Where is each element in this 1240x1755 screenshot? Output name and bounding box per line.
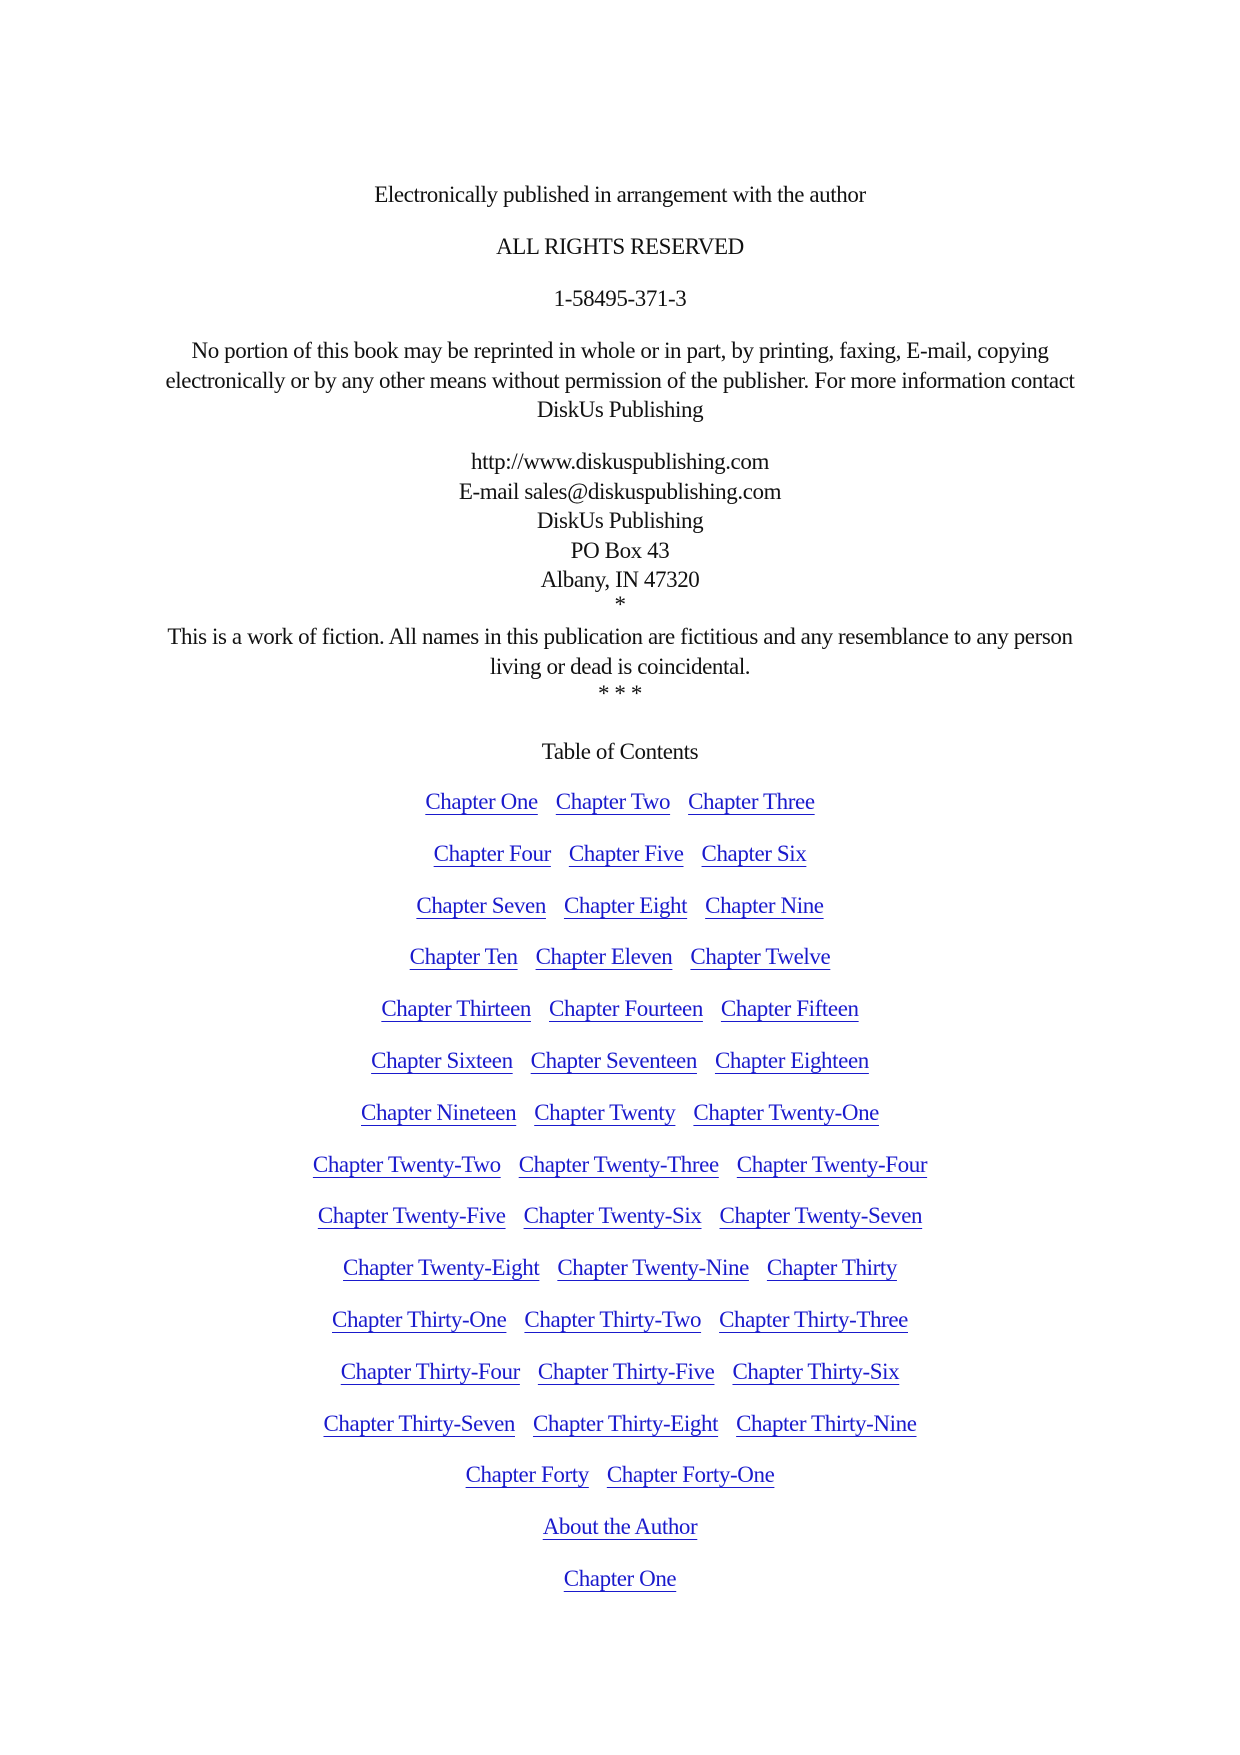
toc-link[interactable]: Chapter Twenty-Five	[317, 1203, 506, 1229]
toc-link[interactable]: Chapter One	[563, 1566, 677, 1591]
toc-link[interactable]: Chapter Nineteen	[361, 1099, 517, 1125]
toc-link[interactable]: Chapter Four	[433, 840, 551, 866]
toc-link[interactable]: Chapter Eight	[563, 892, 688, 918]
toc-row	[0, 1512, 1240, 1541]
fiction-disclaimer	[120, 622, 1120, 681]
toc-link[interactable]: Chapter Thirty-Two	[524, 1307, 702, 1332]
toc-link[interactable]: Chapter Eleven	[535, 944, 673, 970]
toc-row	[0, 942, 1240, 971]
toc-row	[0, 1046, 1240, 1075]
toc-row	[0, 1357, 1240, 1386]
toc-link[interactable]: About the Author	[542, 1514, 698, 1540]
published-line: Electronically published in arrangement with the author	[374, 182, 866, 207]
toc-link[interactable]: Chapter Ten	[409, 944, 518, 970]
notice-line: No portion of this book may be reprinted in whole or in part, by printing, faxing, E-mail, copying	[191, 338, 1049, 363]
toc-link[interactable]: Chapter Seventeen	[530, 1048, 697, 1073]
publisher-website: http://www.diskuspublishing.com	[471, 449, 769, 474]
publisher-name: DiskUs Publishing	[536, 508, 704, 533]
toc-link[interactable]: Chapter Twenty-Six	[523, 1203, 702, 1229]
separator-triple: * * *	[597, 681, 642, 706]
toc-row	[0, 1098, 1240, 1127]
toc-link[interactable]: Chapter Five	[568, 840, 684, 866]
toc-link[interactable]: Chapter Twenty-One	[693, 1099, 879, 1125]
toc-link[interactable]: Chapter Thirty-Three	[719, 1307, 908, 1332]
toc-row	[0, 1460, 1240, 1489]
toc-row	[0, 839, 1240, 868]
publisher-city: Albany, IN 47320	[540, 567, 700, 592]
toc-link[interactable]: Chapter Twenty	[534, 1099, 676, 1125]
notice-line: electronically or by any other means without permission of the publisher. For more information contact	[165, 367, 1075, 393]
disclaimer-line: living or dead is coincidental.	[489, 653, 751, 679]
toc-link[interactable]: Chapter Twenty-Nine	[557, 1255, 749, 1281]
disclaimer-line: This is a work of fiction. All names in this publication are fictitious and any resemblance to any person	[167, 624, 1073, 649]
toc-link[interactable]: Chapter Forty-One	[606, 1462, 775, 1488]
toc-title: Table of Contents	[541, 739, 699, 764]
toc-row	[0, 1201, 1240, 1230]
toc-link[interactable]: Chapter Eighteen	[714, 1048, 869, 1073]
toc-row	[0, 1150, 1240, 1179]
toc-link[interactable]: Chapter Two	[555, 789, 671, 814]
toc-link[interactable]: Chapter Twenty-Eight	[343, 1255, 540, 1281]
toc-link[interactable]: Chapter Three	[688, 789, 815, 814]
toc-link[interactable]: Chapter Thirty-Seven	[323, 1410, 515, 1436]
toc-link[interactable]: Chapter Forty	[465, 1462, 589, 1488]
toc-row	[0, 1253, 1240, 1282]
publisher-contact	[120, 447, 1120, 595]
toc-link[interactable]: Chapter One	[425, 789, 538, 814]
toc-link[interactable]: Chapter Thirty-Eight	[532, 1410, 719, 1436]
toc-link[interactable]: Chapter Thirty	[766, 1255, 897, 1281]
isbn-line: 1-58495-371-3	[553, 286, 687, 311]
toc-row	[0, 994, 1240, 1023]
toc-link[interactable]: Chapter Twenty-Two	[312, 1151, 501, 1177]
notice-line: DiskUs Publishing	[536, 397, 704, 422]
toc-link[interactable]: Chapter Thirty-Nine	[736, 1410, 917, 1436]
toc-link[interactable]: Chapter Fifteen	[720, 996, 859, 1022]
rights-line: ALL RIGHTS RESERVED	[496, 234, 744, 259]
separator-single: *	[614, 592, 626, 617]
toc-link[interactable]: Chapter Six	[701, 840, 807, 866]
toc-link[interactable]: Chapter Twenty-Seven	[719, 1203, 923, 1229]
toc-link[interactable]: Chapter Fourteen	[549, 996, 703, 1022]
toc-link[interactable]: Chapter Thirty-Five	[537, 1358, 715, 1384]
publisher-email: E-mail sales@diskuspublishing.com	[458, 478, 782, 504]
toc-link[interactable]: Chapter Thirty-Six	[732, 1358, 900, 1384]
toc-row	[0, 891, 1240, 920]
toc-row	[0, 787, 1240, 816]
publisher-po-box: PO Box 43	[570, 537, 670, 563]
toc-link[interactable]: Chapter Twelve	[690, 944, 831, 970]
toc-link[interactable]: Chapter Thirty-One	[332, 1307, 507, 1332]
toc-link[interactable]: Chapter Thirteen	[381, 996, 531, 1022]
toc-link[interactable]: Chapter Seven	[416, 892, 546, 918]
toc-link[interactable]: Chapter Nine	[705, 892, 824, 918]
toc-link[interactable]: Chapter Twenty-Four	[736, 1151, 928, 1177]
toc-link[interactable]: Chapter Sixteen	[371, 1048, 513, 1073]
toc-row	[0, 1409, 1240, 1438]
copyright-notice	[120, 336, 1120, 425]
toc-link[interactable]: Chapter Thirty-Four	[340, 1358, 520, 1384]
toc-row	[0, 1305, 1240, 1334]
toc-row	[0, 1564, 1240, 1593]
toc-link[interactable]: Chapter Twenty-Three	[518, 1151, 719, 1177]
